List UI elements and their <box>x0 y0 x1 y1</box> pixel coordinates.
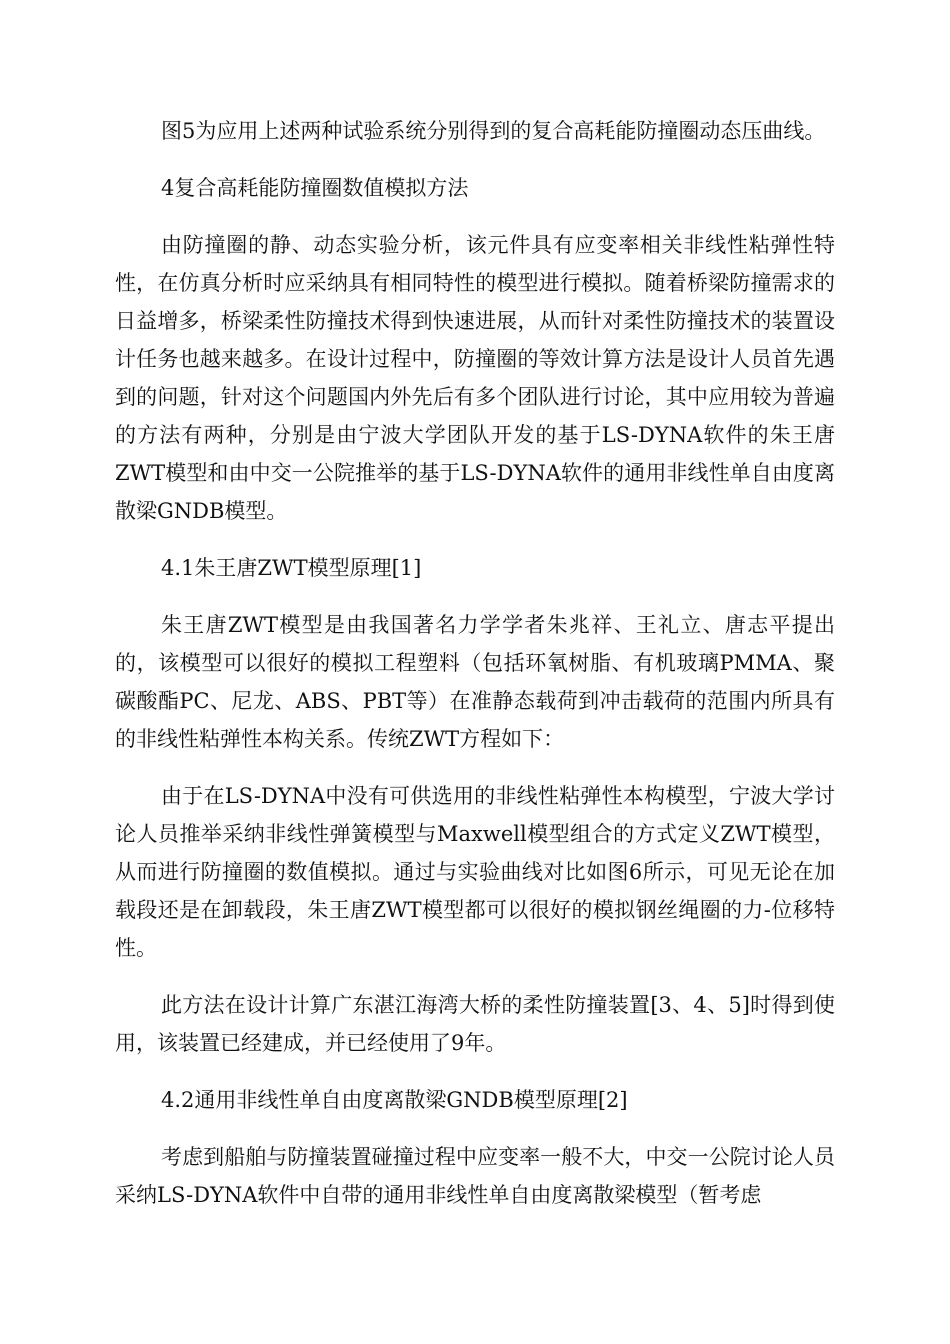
paragraph-figure5-description: 图5为应用上述两种试验系统分别得到的复合高耗能防撞圈动态压曲线。 <box>161 119 826 143</box>
paragraph-zhanjiang-bridge: 此方法在设计计算广东湛江海湾大桥的柔性防撞装置[3、4、5]时得到使用，该装置已经建成，并已经使用了9年。 <box>115 993 835 1055</box>
paragraph-zwt-ls-dyna: 由于在LS-DYNA中没有可供选用的非线性粘弹性本构模型，宁波大学讨论人员推举采纳非线性弹簧模型与Maxwell模型组合的方式定义ZWT模型，从而进行防撞圈的数值模拟。通过与实验曲线对比如图6所示，可见无论在加载段还是在卸载段，朱王唐ZWT模型都可以很好的模拟钢丝绳圈的力-位移特性。 <box>115 784 835 960</box>
paragraph-zwt-model-intro: 朱王唐ZWT模型是由我国著名力学学者朱兆祥、王礼立、唐志平提出的，该模型可以很好的模拟工程塑料（包括环氧树脂、有机玻璃PMMA、聚碳酸酯PC、尼龙、ABS、PBT等）在准静态载荷到冲击载荷的范围内所具有的非线性粘弹性本构关系。传统ZWT方程如下： <box>115 613 835 751</box>
paragraph-model-overview: 由防撞圈的静、动态实验分析，该元件具有应变率相关非线性粘弹性特性，在仿真分析时应采纳具有相同特性的模型进行模拟。随着桥梁防撞需求的日益增多，桥梁柔性防撞技术得到快速进展，从而针对柔性防撞技术的装置设计任务也越来越多。在设计过程中，防撞圈的等效计算方法是设计人员首先遇到的问题，针对这个问题国内外先后有多个团队进行讨论，其中应用较为普遍的方法有两种，分别是由宁波大学团队开发的基于LS-DYNA软件的朱王唐ZWT模型和由中交一公院推举的基于LS-DYNA软件的通用非线性单自由度离散梁GNDB模型。 <box>115 233 835 523</box>
paragraph-gndb-model-intro: 考虑到船舶与防撞装置碰撞过程中应变率一般不大，中交一公院讨论人员采纳LS-DYNA软件中自带的通用非线性单自由度离散梁模型（暂考虑 <box>115 1145 835 1207</box>
section-heading-4: 4复合高耗能防撞圈数值模拟方法 <box>161 176 469 200</box>
section-heading-4-1: 4.1朱王唐ZWT模型原理[1] <box>161 556 422 580</box>
document-body <box>115 112 835 1233</box>
section-heading-4-2: 4.2通用非线性单自由度离散梁GNDB模型原理[2] <box>161 1088 628 1112</box>
